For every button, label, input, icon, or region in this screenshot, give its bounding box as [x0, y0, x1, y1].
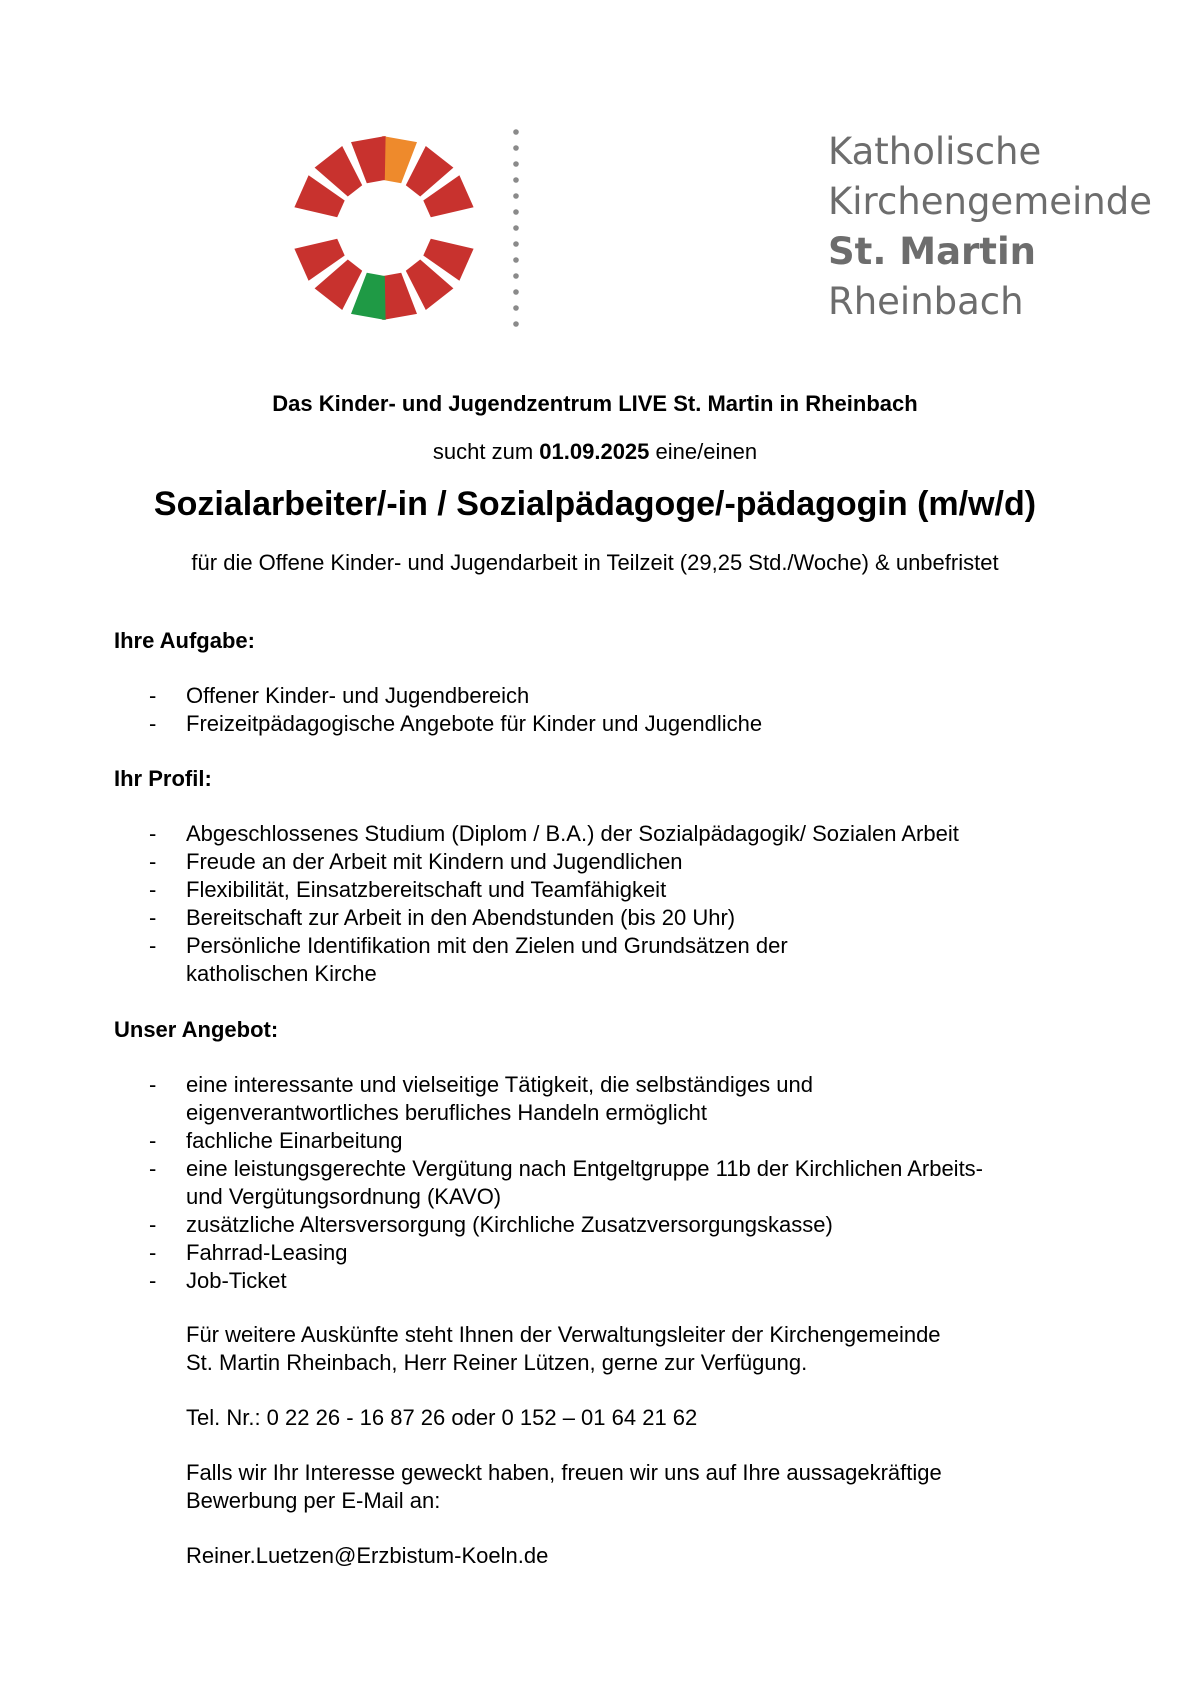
logo-line-3: St. Martin: [828, 230, 1037, 273]
contact-info: [186, 1321, 941, 1377]
bullet-dash: -: [149, 711, 157, 736]
divider-dot: [513, 225, 519, 231]
dotted-divider: [511, 128, 521, 328]
profile-heading: Ihr Profil:: [114, 766, 212, 791]
divider-dot: [513, 257, 519, 263]
bullet-dash: -: [149, 1156, 157, 1181]
list-item: [0, 1127, 983, 1155]
list-item-text: Flexibilität, Einsatzbereitschaft und Teamfähigkeit: [186, 877, 667, 902]
application-note: [186, 1459, 942, 1515]
tasks-heading: Ihre Aufgabe:: [114, 628, 255, 653]
divider-dot: [513, 289, 519, 295]
divider-dot: [513, 273, 519, 279]
start-date: 01.09.2025: [539, 439, 650, 464]
divider-dot: [513, 209, 519, 215]
divider-dot: [513, 305, 519, 311]
divider-dot: [513, 129, 519, 135]
list-item-text: Freizeitpädagogische Angebote für Kinder und Jugendliche: [186, 711, 763, 736]
email-address[interactable]: Reiner.Luetzen@Erzbistum-Koeln.de: [186, 1543, 549, 1568]
start-date-line: [0, 439, 1190, 465]
list-item: [0, 820, 959, 848]
list-item-text: eine interessante und vielseitige Tätigkeit, die selbständiges und: [186, 1072, 813, 1097]
list-item-text: eine leistungsgerechte Vergütung nach Entgeltgruppe 11b der Kirchlichen Arbeits-: [186, 1156, 984, 1181]
divider-dot: [513, 193, 519, 199]
tasks-list: [0, 682, 762, 738]
list-item-text: und Vergütungsordnung (KAVO): [186, 1184, 502, 1209]
list-item-text: Freude an der Arbeit mit Kindern und Jugendlichen: [186, 849, 683, 874]
list-item-text: fachliche Einarbeitung: [186, 1128, 403, 1153]
bullet-dash: -: [149, 1240, 157, 1265]
bullet-dash: -: [149, 1268, 157, 1293]
logo-line-1: Katholische: [828, 130, 1042, 173]
job-title: Sozialarbeiter/-in / Sozialpädagoge/-pädagogin (m/w/d): [153, 485, 1037, 523]
bullet-dash: -: [149, 1212, 157, 1237]
list-item-text: Persönliche Identifikation mit den Zielen und Grundsätzen der: [186, 933, 788, 958]
list-item: [0, 932, 959, 988]
list-item-text: Job-Ticket: [186, 1268, 287, 1293]
list-item: [0, 876, 959, 904]
divider-dot: [513, 321, 519, 327]
list-item: [0, 682, 762, 710]
application-note-line: Bewerbung per E-Mail an:: [186, 1488, 441, 1513]
list-item-text: Abgeschlossenes Studium (Diplom / B.A.) der Sozialpädagogik/ Sozialen Arbeit: [186, 821, 959, 846]
bullet-dash: -: [149, 933, 157, 958]
start-prefix: sucht zum: [432, 439, 540, 464]
contact-info-line: Für weitere Auskünfte steht Ihnen der Verwaltungsleiter der Kirchengemeinde: [186, 1322, 941, 1347]
application-note-line: Falls wir Ihr Interesse geweckt haben, freuen wir uns auf Ihre aussagekräftige: [186, 1460, 942, 1485]
offer-list: [0, 1071, 983, 1295]
bullet-dash: -: [149, 905, 157, 930]
ring-segments-icon: [284, 128, 484, 328]
intro-line: Das Kinder- und Jugendzentrum LIVE St. Martin in Rheinbach: [272, 391, 918, 416]
list-item: [0, 1211, 983, 1239]
start-suffix: eine/einen: [649, 439, 758, 464]
list-item: [0, 710, 762, 738]
list-item: [0, 1071, 983, 1127]
list-item-text: Fahrrad-Leasing: [186, 1240, 348, 1265]
parish-logo: [284, 128, 1152, 328]
list-item-text: Offener Kinder- und Jugendbereich: [186, 683, 530, 708]
phone-number: Tel. Nr.: 0 22 26 - 16 87 26 oder 0 152 – 01 64 21 62: [186, 1405, 698, 1430]
list-item: [0, 848, 959, 876]
bullet-dash: -: [149, 1072, 157, 1097]
divider-dot: [513, 161, 519, 167]
divider-dot: [513, 177, 519, 183]
logo-line-4: Rheinbach: [828, 280, 1024, 323]
list-item: [0, 1267, 983, 1295]
bullet-dash: -: [149, 849, 157, 874]
bullet-dash: -: [149, 683, 157, 708]
offer-heading: Unser Angebot:: [114, 1017, 279, 1042]
contact-info-line: St. Martin Rheinbach, Herr Reiner Lützen, gerne zur Verfügung.: [186, 1350, 808, 1375]
list-item-text: Bereitschaft zur Arbeit in den Abendstunden (bis 20 Uhr): [186, 905, 736, 930]
divider-dot: [513, 145, 519, 151]
list-item: [0, 1155, 983, 1211]
bullet-dash: -: [149, 821, 157, 846]
divider-dot: [513, 241, 519, 247]
list-item-text: zusätzliche Altersversorgung (Kirchliche Zusatzversorgungskasse): [186, 1212, 833, 1237]
logo-line-2: Kirchengemeinde: [828, 180, 1152, 223]
bullet-dash: -: [149, 1128, 157, 1153]
list-item-text: eigenverantwortliches berufliches Handeln ermöglicht: [186, 1100, 707, 1125]
job-subline: für die Offene Kinder- und Jugendarbeit in Teilzeit (29,25 Std./Woche) & unbefristet: [191, 550, 999, 575]
list-item: [0, 904, 959, 932]
bullet-dash: -: [149, 877, 157, 902]
list-item: [0, 1239, 983, 1267]
profile-list: [0, 820, 959, 988]
list-item-text: katholischen Kirche: [186, 961, 377, 986]
